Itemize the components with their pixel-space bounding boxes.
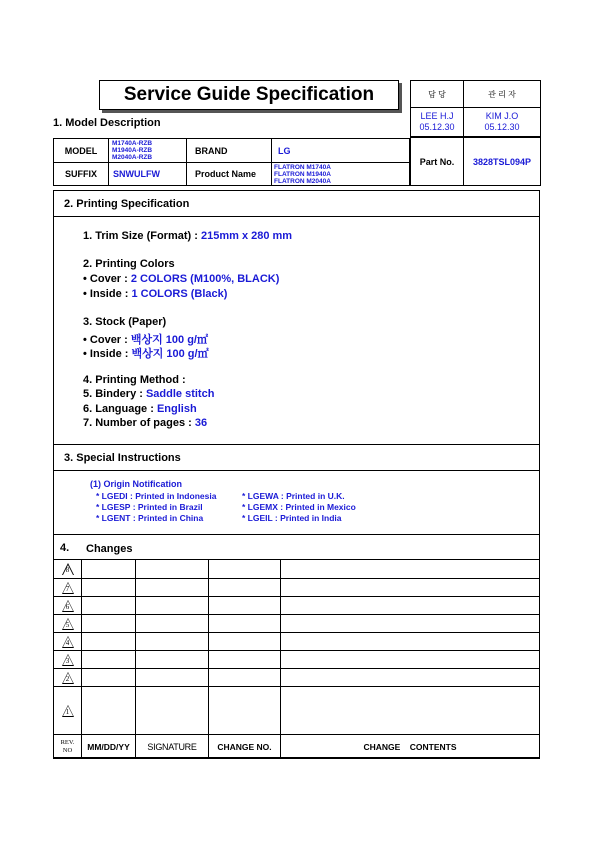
language: 6. Language : English	[83, 403, 197, 415]
footer-date: MM/DD/YY	[87, 741, 130, 752]
product-name-label: Product Name	[195, 169, 257, 179]
table-row	[54, 615, 540, 633]
rev-marker: 7	[54, 582, 81, 594]
footer-contents: CHANGE CONTENTS	[363, 741, 457, 752]
origin-left-2: * LGENT : Printed in China	[96, 513, 204, 523]
table-row	[54, 651, 540, 669]
table-row	[54, 560, 540, 579]
model-values: M1740A-RZB M1940A-RZB M2040A-RZB	[112, 140, 153, 161]
stock-cover: • Cover : 백상지 100 g/㎡	[83, 334, 208, 346]
brand-label: BRAND	[195, 145, 228, 156]
model-label: MODEL	[64, 145, 98, 156]
stock-heading: 3. Stock (Paper)	[83, 316, 167, 328]
approval-table	[410, 80, 541, 137]
approval-col1-name: LEE H.J	[420, 111, 454, 121]
footer-rev-no: REV. NO	[60, 738, 75, 754]
model-table	[53, 138, 410, 186]
special-heading: 3. Special Instructions	[64, 452, 181, 464]
rev-marker: 5	[54, 618, 81, 630]
approval-col2-label: 관 리 자	[488, 89, 516, 99]
table-row	[54, 597, 540, 615]
stock-inside: • Inside : 백상지 100 g/㎡	[83, 348, 209, 360]
rev-marker: 3	[54, 654, 81, 666]
rev-marker: 1	[54, 705, 81, 717]
printing-method: 4. Printing Method :	[83, 374, 186, 386]
approval-col2-date: 05.12.30	[484, 122, 520, 132]
origin-heading: (1) Origin Notification	[90, 479, 182, 489]
model-description-heading: 1. Model Description	[53, 117, 161, 129]
trim-size: 1. Trim Size (Format) : 215mm x 280 mm	[83, 230, 293, 242]
changes-heading: Changes	[86, 543, 133, 555]
approval-col1-label: 담 당	[428, 89, 446, 99]
rev-marker: 8	[54, 563, 81, 575]
special-body	[53, 470, 540, 535]
printing-colors-heading: 2. Printing Colors	[83, 258, 175, 270]
printing-header	[53, 190, 540, 217]
origin-right-2: * LGEIL : Printed in India	[242, 513, 342, 523]
special-header	[53, 444, 540, 471]
brand-value: LG	[278, 145, 291, 156]
cover-colors: • Cover : 2 COLORS (M100%, BLACK)	[83, 273, 280, 285]
changes-table	[53, 559, 540, 759]
number-of-pages: 7. Number of pages : 36	[83, 417, 208, 429]
table-row	[54, 669, 540, 687]
product-names: FLATRON M1740A FLATRON M1940A FLATRON M2040A	[274, 163, 331, 185]
table-row	[54, 579, 540, 597]
part-no-value: 3828TSL094P	[472, 156, 532, 167]
changes-heading-num: 4.	[60, 542, 70, 554]
rev-marker: 2	[54, 672, 81, 684]
part-no-label: Part No.	[419, 156, 455, 167]
origin-right-0: * LGEWA : Printed in U.K.	[242, 491, 345, 501]
rev-marker: 4	[54, 636, 81, 648]
bindery: 5. Bindery : Saddle stitch	[83, 388, 215, 400]
table-row	[54, 687, 540, 735]
part-no-table	[410, 137, 541, 186]
footer-change-no: CHANGE NO.	[217, 741, 272, 752]
approval-col1-date: 05.12.30	[419, 122, 455, 132]
document-title: Service Guide Specification	[99, 80, 399, 110]
suffix-label: SUFFIX	[64, 169, 97, 179]
table-row	[54, 633, 540, 651]
inside-colors: • Inside : 1 COLORS (Black)	[83, 288, 228, 300]
origin-left-0: * LGEDI : Printed in Indonesia	[96, 491, 217, 501]
footer-signature: SIGNATURE	[147, 741, 197, 752]
printing-heading: 2. Printing Specification	[64, 198, 190, 210]
rev-marker: 6	[54, 600, 81, 612]
origin-left-1: * LGESP : Printed in Brazil	[96, 502, 203, 512]
printing-body	[53, 216, 540, 445]
approval-col2-name: KIM J.O	[485, 111, 519, 121]
origin-right-1: * LGEMX : Printed in Mexico	[242, 502, 356, 512]
suffix-value: SNWULFW	[113, 169, 160, 179]
changes-footer-row	[54, 735, 540, 759]
